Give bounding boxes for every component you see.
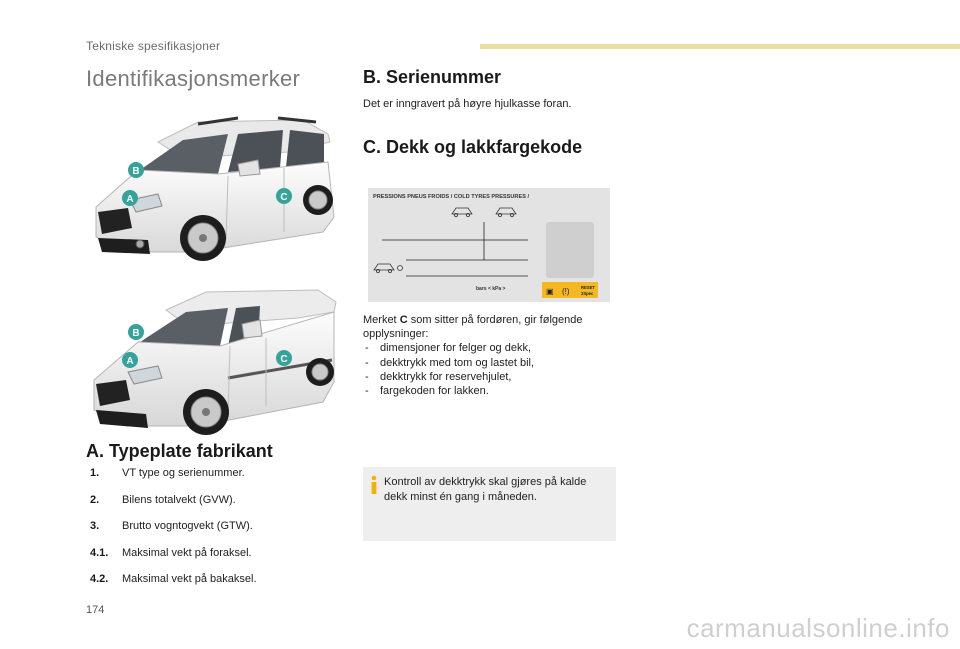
list-item-number: 1. (90, 467, 100, 479)
list-item-number: 4.1. (90, 546, 109, 559)
list-item: - fargekoden for lakken. (363, 384, 613, 398)
marker-b-top (128, 162, 144, 178)
info-note-box (363, 467, 616, 541)
section-a-list (90, 466, 350, 599)
svg-text:C: C (280, 192, 288, 203)
marker-c-bottom (276, 350, 292, 366)
section-c-intro: Merket C som sitter på fordøren, gir følgende opplysninger: (363, 314, 583, 341)
section-c-heading: C. Dekk og lakkfargekode (363, 137, 583, 157)
svg-text:A: A (126, 356, 134, 367)
tyre-pressure-label-image (368, 188, 610, 302)
list-item-number: 2. (90, 493, 100, 506)
section-b-text: Det er inngravert på høyre hjulkasse foran. (363, 98, 572, 110)
list-item-text: VT type og serienummer. (122, 467, 245, 479)
section-a-heading: A. Typeplate fabrikant (86, 441, 273, 461)
tyre-warning-icon: (!) (562, 287, 570, 296)
watermark: carmanualsonline.info (686, 613, 950, 643)
marker-b-bottom (128, 324, 144, 340)
svg-text:B: B (132, 166, 140, 177)
list-item-text: Brutto vogntogvekt (GTW). (122, 520, 253, 533)
list-item (90, 572, 350, 599)
car-illustration-van (88, 284, 338, 444)
section-label: Tekniske spesifikasjoner (86, 39, 221, 53)
marker-a-top (122, 190, 138, 206)
svg-text:C: C (280, 354, 288, 365)
list-item-text: Bilens totalvekt (GVW). (122, 493, 236, 506)
svg-text:A: A (126, 194, 134, 205)
list-item (90, 546, 350, 573)
header-accent-bar (480, 44, 960, 49)
marker-c-top (276, 188, 292, 204)
tyre-label-units: bars < kPa > (476, 286, 506, 292)
page-number: 174 (86, 604, 105, 616)
tyre-label-title: PRESSIONS PNEUS FROIDS / COLD TYRES PRESSURES / (373, 194, 530, 200)
list-item: - dimensjoner for felger og dekk, (363, 341, 613, 355)
info-icon (369, 475, 379, 495)
book-icon: ▣ (546, 287, 554, 296)
section-b-heading: B. Serienummer (363, 67, 502, 87)
list-item (90, 466, 350, 493)
list-item (90, 493, 350, 520)
reset-text-line2: 3Spec (581, 291, 594, 296)
list-item-number: 3. (90, 520, 100, 533)
marker-a-bottom (122, 352, 138, 368)
list-item: - dekktrykk for reservehjulet, (363, 370, 613, 384)
car-illustration-passenger (88, 112, 338, 272)
list-item-text: Maksimal vekt på foraksel. (122, 546, 252, 559)
list-item: - dekktrykk med tom og lastet bil, (363, 356, 613, 370)
list-item (90, 519, 350, 546)
section-c-list (363, 341, 613, 398)
section-c-info (363, 313, 613, 398)
list-item-number: 4.2. (90, 573, 109, 586)
info-note-text: Kontroll av dekktrykk skal gjøres på kalde dekk minst én gang i måneden. (384, 476, 587, 503)
reset-text-line1: RESET (581, 285, 595, 290)
page-title: Identifikasjonsmerker (86, 66, 301, 91)
svg-text:B: B (132, 328, 140, 339)
list-item-text: Maksimal vekt på bakaksel. (122, 573, 257, 586)
